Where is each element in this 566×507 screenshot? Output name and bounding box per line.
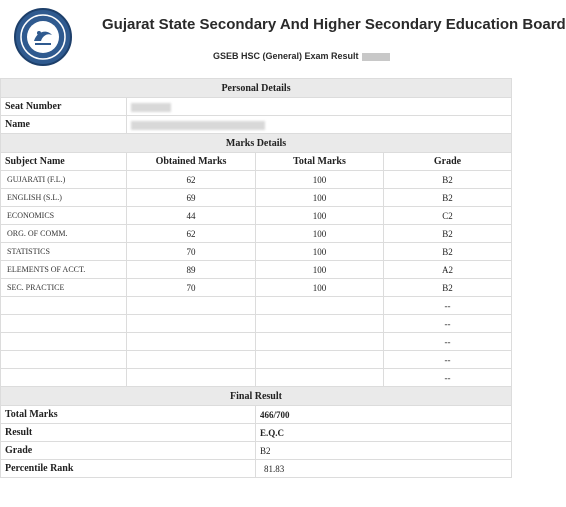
subject-cell: ECONOMICS (1, 207, 127, 225)
redacted-name (131, 121, 265, 130)
exam-result-heading (213, 51, 390, 61)
total-marks-cell: 100 (256, 243, 384, 261)
table-row (1, 171, 512, 189)
subject-cell: ELEMENTS OF ACCT. (1, 261, 127, 279)
subject-cell (1, 333, 127, 351)
obtained-marks-cell: 44 (127, 207, 256, 225)
subject-cell: STATISTICS (1, 243, 127, 261)
obtained-marks-cell (127, 333, 256, 351)
total-marks-cell: 100 (256, 207, 384, 225)
emblem-icon (17, 11, 69, 63)
marks-details-title: Marks Details (1, 134, 512, 153)
percentile-row (1, 460, 512, 478)
grade-cell: B2 (384, 225, 512, 243)
grade-cell: -- (384, 369, 512, 387)
grade-cell: -- (384, 333, 512, 351)
total-marks-cell (256, 315, 384, 333)
marks-column-headers (1, 153, 512, 171)
redacted-seat-number (131, 103, 171, 112)
column-header-grade: Grade (384, 153, 512, 171)
board-title: Gujarat State Secondary And Higher Secondary Education Board (102, 16, 566, 33)
subject-cell (1, 369, 127, 387)
grade-cell: B2 (384, 243, 512, 261)
percentile-label: Percentile Rank (1, 460, 256, 478)
percentile-value: 81.83 (256, 460, 512, 478)
table-row (1, 315, 512, 333)
subject-cell: ORG. OF COMM. (1, 225, 127, 243)
name-value (127, 116, 512, 134)
personal-details-title: Personal Details (1, 79, 512, 98)
table-row (1, 351, 512, 369)
grade-cell: -- (384, 351, 512, 369)
table-row (1, 243, 512, 261)
redacted-year (362, 53, 390, 61)
obtained-marks-cell: 69 (127, 189, 256, 207)
final-result-title: Final Result (1, 387, 512, 406)
table-row (1, 279, 512, 297)
name-row (1, 116, 512, 134)
subject-cell: ENGLISH (S.L.) (1, 189, 127, 207)
name-label: Name (1, 116, 127, 134)
subject-cell (1, 297, 127, 315)
obtained-marks-cell: 62 (127, 171, 256, 189)
table-row (1, 261, 512, 279)
column-header-subject: Subject Name (1, 153, 127, 171)
seat-number-value (127, 98, 512, 116)
grade-value: B2 (256, 442, 512, 460)
total-marks-label: Total Marks (1, 406, 256, 424)
grade-cell: -- (384, 297, 512, 315)
grade-cell: B2 (384, 189, 512, 207)
seat-number-row (1, 98, 512, 116)
result-row (1, 424, 512, 442)
total-marks-cell: 100 (256, 261, 384, 279)
subject-cell: GUJARATI (F.L.) (1, 171, 127, 189)
obtained-marks-cell (127, 297, 256, 315)
marks-rows (1, 171, 512, 387)
grade-cell: C2 (384, 207, 512, 225)
total-marks-cell (256, 369, 384, 387)
total-marks-cell: 100 (256, 189, 384, 207)
table-row (1, 369, 512, 387)
total-marks-cell: 100 (256, 171, 384, 189)
total-marks-cell: 100 (256, 279, 384, 297)
grade-cell: -- (384, 315, 512, 333)
grade-row (1, 442, 512, 460)
final-result-header (1, 387, 512, 406)
result-table (0, 78, 512, 478)
total-marks-value: 466/700 (256, 406, 512, 424)
table-row (1, 207, 512, 225)
subject-cell (1, 351, 127, 369)
result-label: Result (1, 424, 256, 442)
exam-result-label: GSEB HSC (General) Exam Result (213, 51, 359, 61)
table-row (1, 189, 512, 207)
total-marks-cell (256, 333, 384, 351)
grade-cell: B2 (384, 279, 512, 297)
obtained-marks-cell (127, 315, 256, 333)
subject-cell: SEC. PRACTICE (1, 279, 127, 297)
obtained-marks-cell: 62 (127, 225, 256, 243)
seat-number-label: Seat Number (1, 98, 127, 116)
table-row (1, 333, 512, 351)
obtained-marks-cell: 89 (127, 261, 256, 279)
gseb-logo (14, 8, 72, 66)
obtained-marks-cell: 70 (127, 279, 256, 297)
obtained-marks-cell: 70 (127, 243, 256, 261)
table-row (1, 225, 512, 243)
obtained-marks-cell (127, 351, 256, 369)
column-header-total: Total Marks (256, 153, 384, 171)
total-marks-cell (256, 297, 384, 315)
grade-cell: B2 (384, 171, 512, 189)
total-marks-cell (256, 351, 384, 369)
result-value: E.Q.C (256, 424, 512, 442)
page-header (0, 0, 566, 78)
grade-label: Grade (1, 442, 256, 460)
total-marks-cell: 100 (256, 225, 384, 243)
column-header-obtained: Obtained Marks (127, 153, 256, 171)
total-marks-row (1, 406, 512, 424)
obtained-marks-cell (127, 369, 256, 387)
subject-cell (1, 315, 127, 333)
table-row (1, 297, 512, 315)
personal-details-header (1, 79, 512, 98)
marks-details-header (1, 134, 512, 153)
grade-cell: A2 (384, 261, 512, 279)
